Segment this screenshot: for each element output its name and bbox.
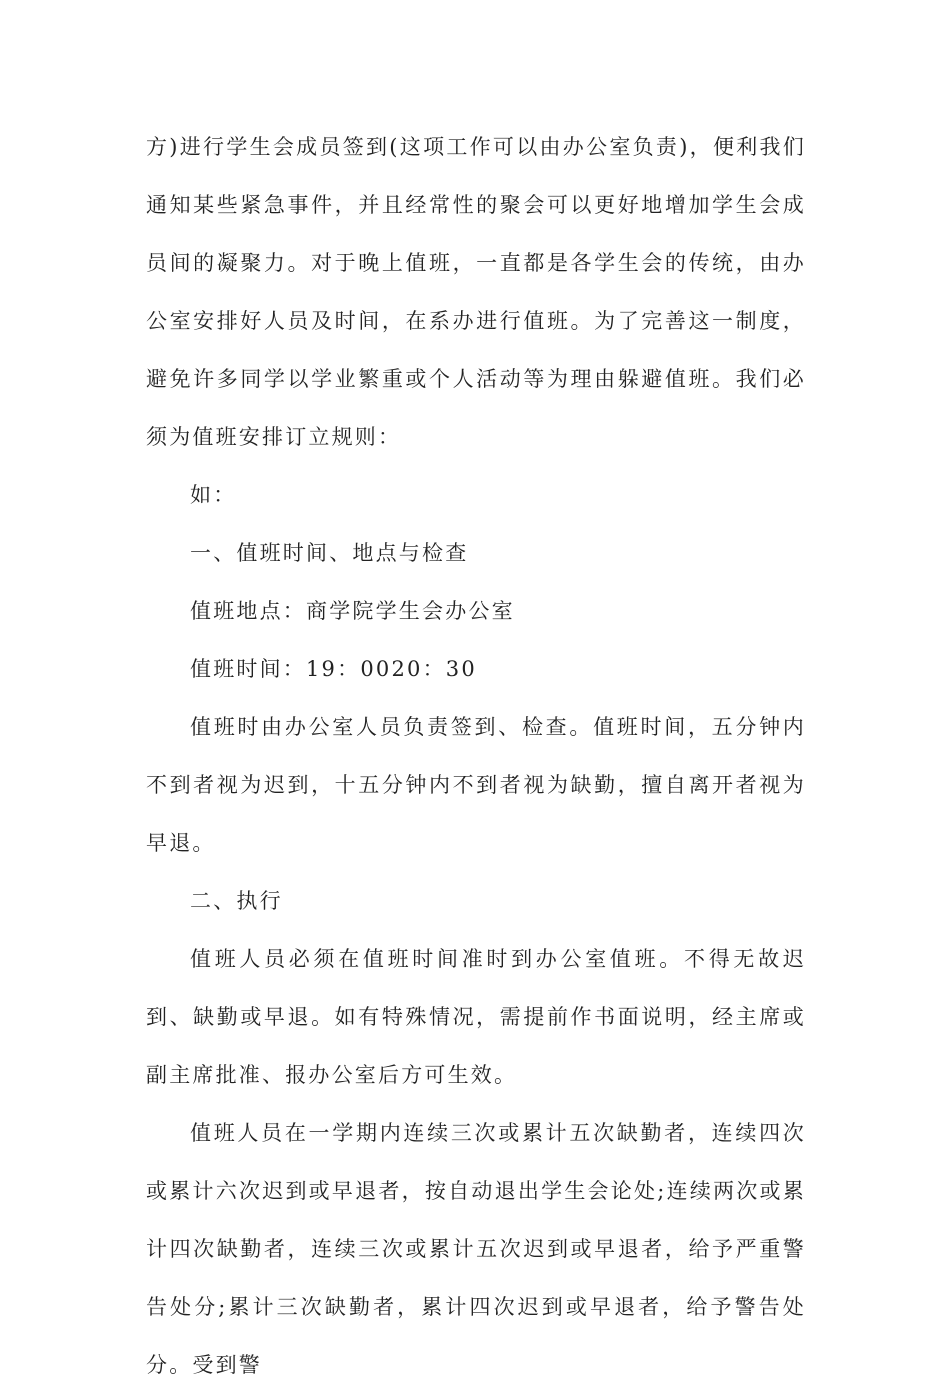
document-body	[146, 118, 806, 1394]
paragraph-punctuality: 值班人员必须在值班时间准时到办公室值班。不得无故迟到、缺勤或早退。如有特殊情况，需提前作书面说明，经主席或副主席批准、报办公室后方可生效。	[146, 947, 806, 1087]
paragraph-example-label: 如：	[190, 483, 237, 507]
paragraph-intro-continued: 方)进行学生会成员签到(这项工作可以由办公室负责)，便利我们通知某些紧急事件，并且经常性的聚会可以更好地增加学生会成员间的凝聚力。对于晚上值班，一直都是各学生会的传统，由办公室安排好人员及时间，在系办进行值班。为了完善这一制度，避免许多同学以学业繁重或个人活动等为理由躲避值班。我们必须为值班安排订立规则：	[146, 135, 806, 449]
section-heading-time-place: 一、值班时间、地点与检查	[190, 541, 469, 565]
duty-time: 值班时间：19：0020：30	[190, 657, 477, 681]
section-heading-execution: 二、执行	[190, 889, 283, 913]
paragraph-checkin-rules: 值班时由办公室人员负责签到、检查。值班时间，五分钟内不到者视为迟到，十五分钟内不到者视为缺勤，擅自离开者视为早退。	[146, 715, 806, 855]
duty-location: 值班地点：商学院学生会办公室	[190, 599, 515, 623]
paragraph-penalties: 值班人员在一学期内连续三次或累计五次缺勤者，连续四次或累计六次迟到或早退者，按自动退出学生会论处;连续两次或累计四次缺勤者，连续三次或累计五次迟到或早退者，给予严重警告处分;累计三次缺勤者，累计四次迟到或早退者，给予警告处分。受到警	[146, 1121, 806, 1377]
